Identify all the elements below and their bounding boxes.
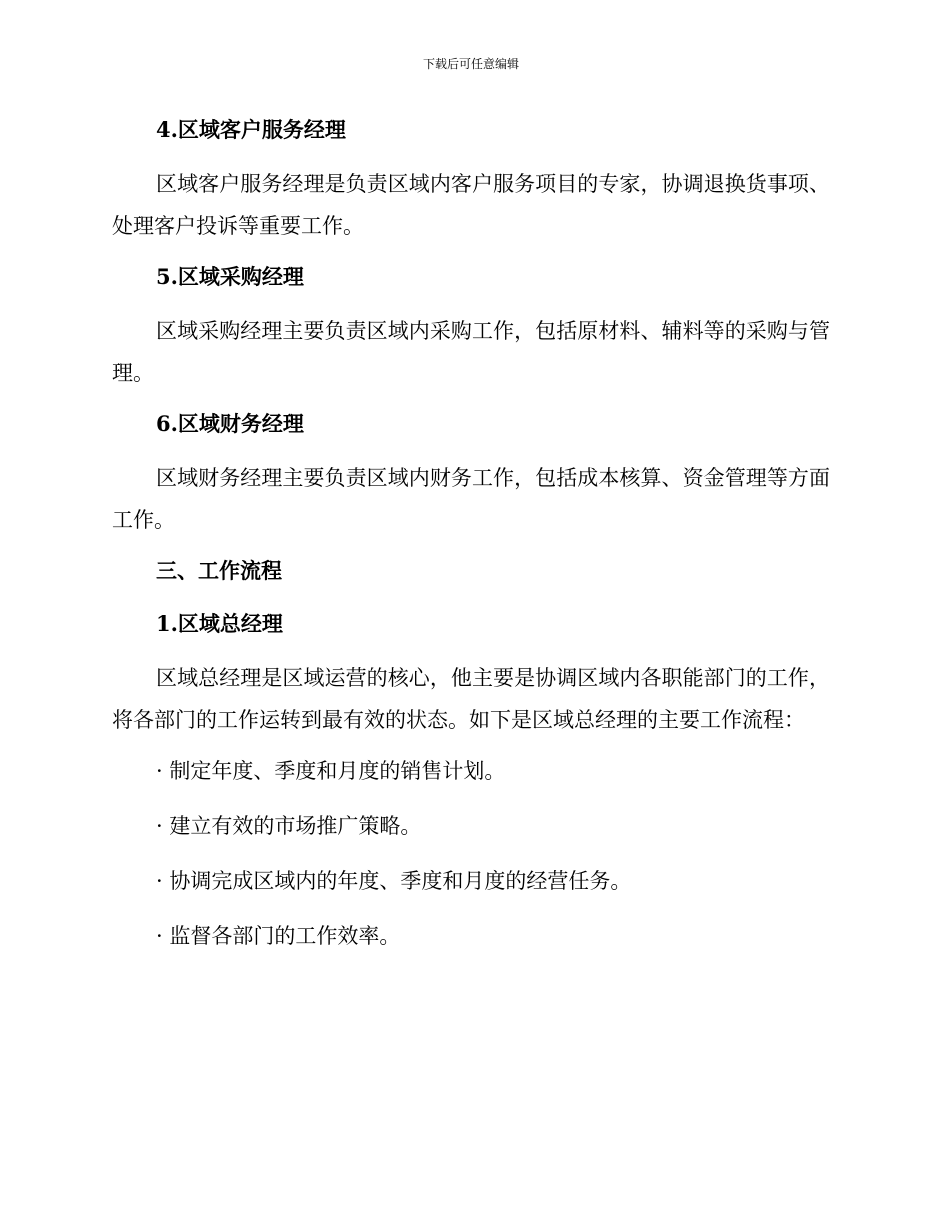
paragraph-customer-service: 区域客户服务经理是负责区域内客户服务项目的专家，协调退换货事项、处理客户投诉等重要工作。	[112, 172, 830, 238]
heading-regional-general-manager: 1.区域总经理	[156, 611, 283, 636]
heading-regional-procurement-manager: 5.区域采购经理	[156, 264, 304, 289]
list-item: · 制定年度、季度和月度的销售计划。	[156, 759, 506, 783]
paragraph-finance: 区域财务经理主要负责区域内财务工作，包括成本核算、资金管理等方面工作。	[112, 466, 830, 532]
section-heading-workflow: 三、工作流程	[156, 558, 282, 583]
list-item: · 监督各部门的工作效率。	[156, 924, 401, 948]
list-item: · 建立有效的市场推广策略。	[156, 814, 422, 838]
paragraph-general-manager: 区域总经理是区域运营的核心，他主要是协调区域内各职能部门的工作，将各部门的工作运转到最有效的状态。如下是区域总经理的主要工作流程：	[112, 666, 830, 732]
page-header: 下载后可任意编辑	[422, 57, 519, 71]
heading-regional-finance-manager: 6.区域财务经理	[156, 411, 304, 436]
heading-regional-customer-service-manager: 4.区域客户服务经理	[156, 117, 346, 142]
paragraph-procurement: 区域采购经理主要负责区域内采购工作，包括原材料、辅料等的采购与管理。	[112, 319, 830, 385]
list-item: · 协调完成区域内的年度、季度和月度的经营任务。	[156, 869, 632, 893]
